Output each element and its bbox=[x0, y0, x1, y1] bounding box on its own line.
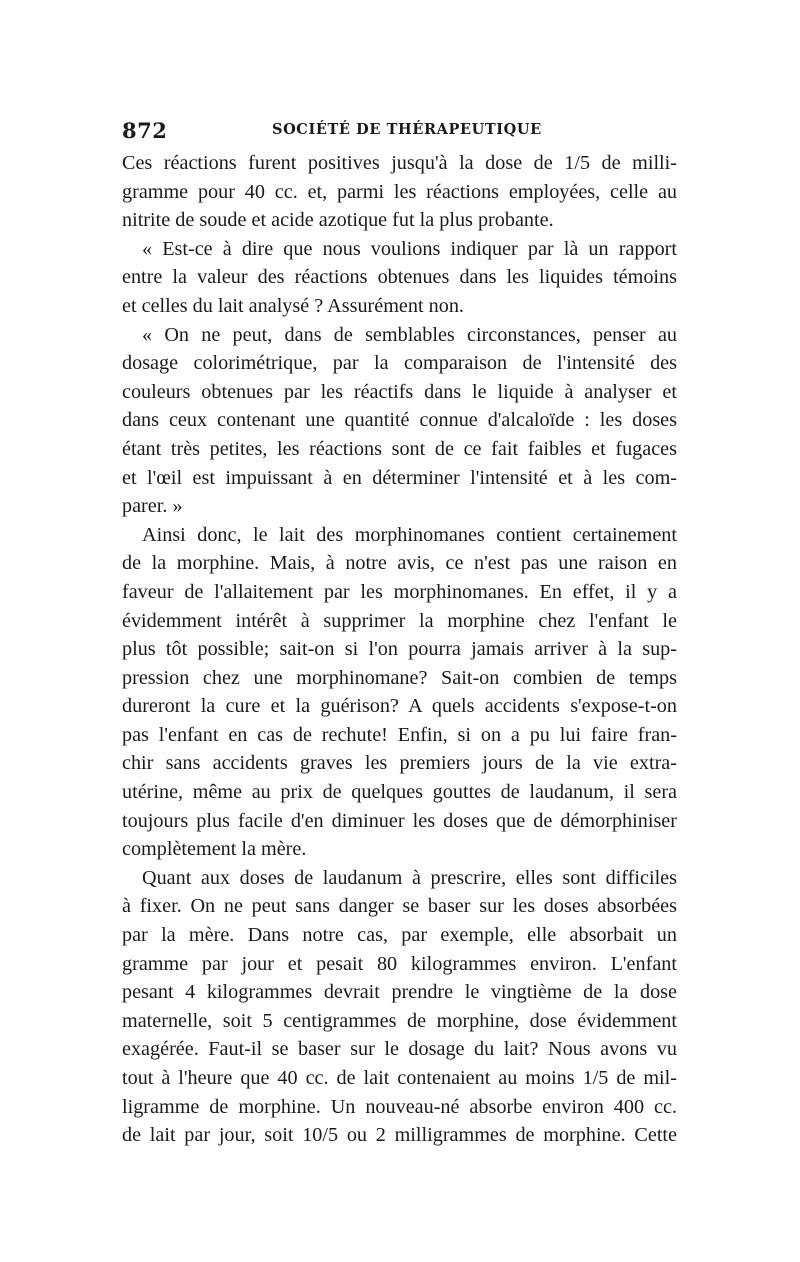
text-line: pression chez une morphinomane? Sait-on combien de temps bbox=[122, 666, 677, 689]
page-number: 872 bbox=[122, 118, 168, 143]
text-line: gramme par jour et pesait 80 kilogrammes environ. L'enfant bbox=[122, 952, 677, 975]
text-line: complètement la mère. bbox=[122, 838, 307, 861]
text-line: plus tôt possible; sait-on si l'on pourra jamais arriver à la sup- bbox=[122, 638, 677, 661]
text-line: exagérée. Faut-il se baser sur le dosage du lait? Nous avons vu bbox=[122, 1038, 677, 1061]
text-line: Quant aux doses de laudanum à prescrire, elles sont difficiles bbox=[142, 866, 677, 889]
text-line: pesant 4 kilogrammes devrait prendre le vingtième de la dose bbox=[122, 981, 677, 1004]
text-line: pas l'enfant en cas de rechute! Enfin, si on a pu lui faire fran- bbox=[122, 723, 677, 746]
text-line: « On ne peut, dans de semblables circonstances, penser au bbox=[142, 323, 677, 346]
text-line: et l'œil est impuissant à en déterminer l'intensité et à les com- bbox=[122, 466, 677, 489]
text-line: de lait par jour, soit 10/5 ou 2 milligrammes de morphine. Cette bbox=[122, 1124, 677, 1147]
text-line: dureront la cure et la guérison? A quels accidents s'expose-t-on bbox=[122, 695, 677, 718]
text-line: de la morphine. Mais, à notre avis, ce n'est pas une raison en bbox=[122, 552, 677, 575]
text-line: nitrite de soude et acide azotique fut la plus probante. bbox=[122, 209, 554, 232]
text-line: toujours plus facile d'en diminuer les doses que de démorphiniser bbox=[122, 809, 677, 832]
text-line: maternelle, soit 5 centigrammes de morphine, dose évidemment bbox=[122, 1009, 677, 1032]
text-line: par la mère. Dans notre cas, par exemple, elle absorbait un bbox=[122, 924, 677, 947]
text-line: chir sans accidents graves les premiers jours de la vie extra- bbox=[122, 752, 677, 775]
text-line: « Est-ce à dire que nous voulions indiquer par là un rapport bbox=[142, 237, 677, 260]
body-text bbox=[122, 149, 677, 1150]
text-line: et celles du lait analysé ? Assurément non. bbox=[122, 294, 464, 317]
running-title: SOCIÉTÉ DE THÉRAPEUTIQUE bbox=[272, 121, 542, 138]
text-line: utérine, même au prix de quelques gouttes de laudanum, il sera bbox=[122, 781, 677, 804]
text-line: gramme pour 40 cc. et, parmi les réactions employées, celle au bbox=[122, 180, 677, 203]
text-line: couleurs obtenues par les réactifs dans le liquide à analyser et bbox=[122, 380, 677, 403]
text-line: évidemment intérêt à supprimer la morphine chez l'enfant le bbox=[122, 609, 677, 632]
text-line: dosage colorimétrique, par la comparaison de l'intensité des bbox=[122, 352, 677, 375]
text-line: parer. » bbox=[122, 495, 183, 518]
text-line: faveur de l'allaitement par les morphinomanes. En effet, il y a bbox=[122, 580, 677, 603]
text-line: à fixer. On ne peut sans danger se baser sur les doses absorbées bbox=[122, 895, 677, 918]
text-line: Ainsi donc, le lait des morphinomanes contient certainement bbox=[142, 523, 677, 546]
text-line: entre la valeur des réactions obtenues dans les liquides témoins bbox=[122, 266, 677, 289]
text-line: dans ceux contenant une quantité connue d'alcaloïde : les doses bbox=[122, 409, 677, 432]
text-line: étant très petites, les réactions sont de ce fait faibles et fugaces bbox=[122, 437, 677, 460]
text-line: tout à l'heure que 40 cc. de lait contenaient au moins 1/5 de mil- bbox=[122, 1067, 677, 1089]
page-header bbox=[122, 118, 677, 142]
text-line: Ces réactions furent positives jusqu'à la dose de 1/5 de milli- bbox=[122, 152, 677, 174]
text-line: ligramme de morphine. Un nouveau-né absorbe environ 400 cc. bbox=[122, 1095, 677, 1118]
